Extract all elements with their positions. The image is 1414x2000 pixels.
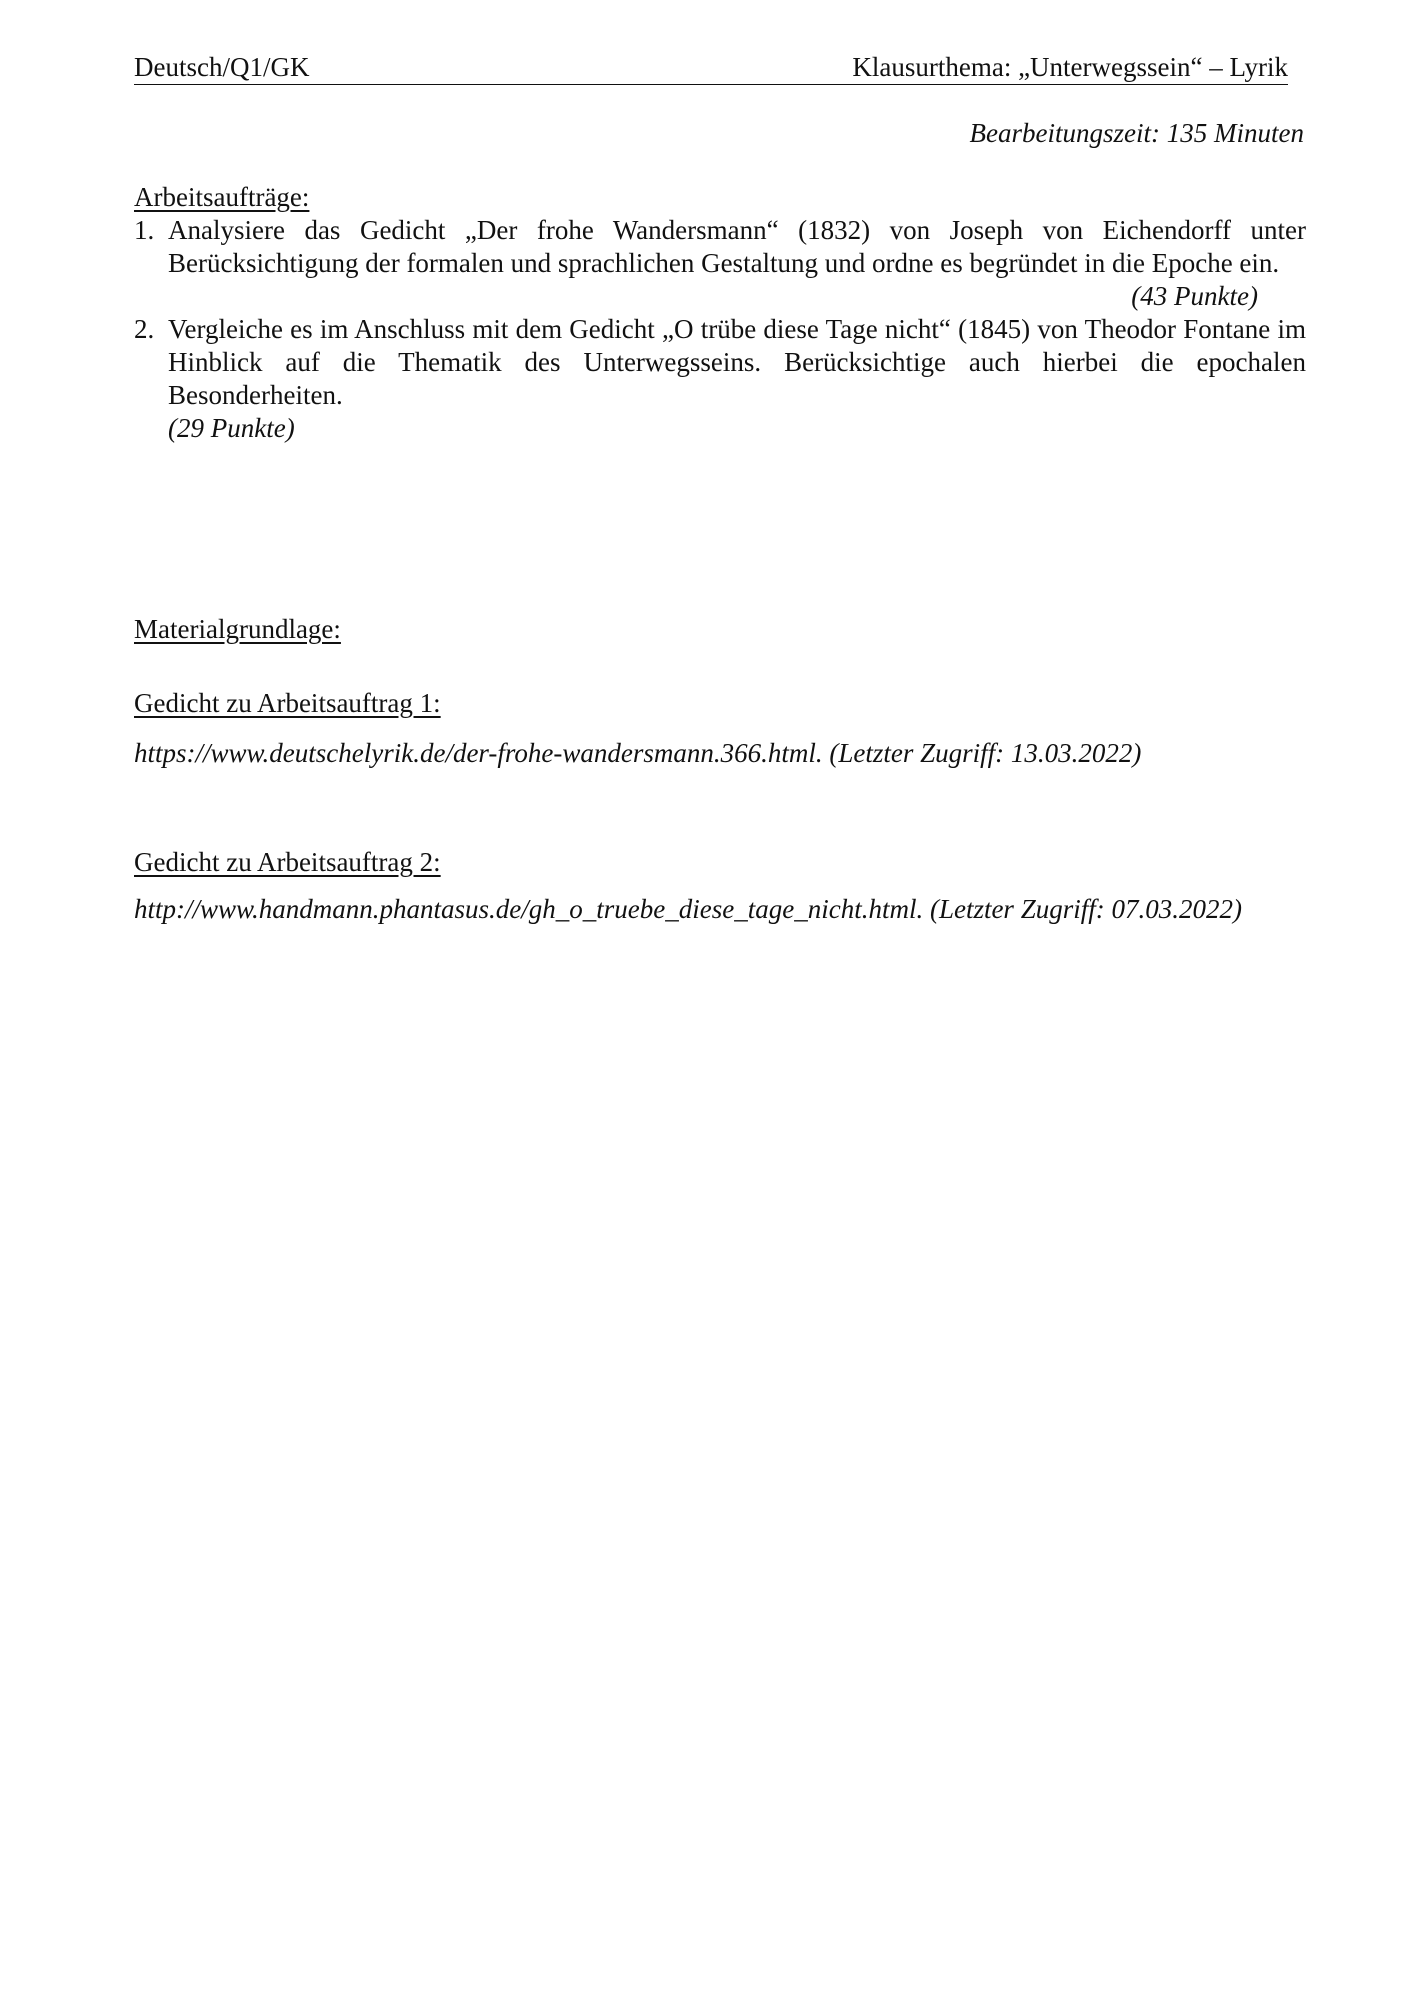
material-heading: Materialgrundlage: <box>134 614 341 644</box>
task-text: Vergleiche es im Anschluss mit dem Gedicht „O trübe diese Tage nicht“ (1845) von Theodor Fontane im Hinblick auf die Thematik des Unterwegsseins. Berücksichtige auch hierbei die epochalen Besonderheiten. <box>168 314 1306 410</box>
task-list <box>134 214 1306 445</box>
task-points: (43 Punkte) <box>1131 281 1258 311</box>
material-label-2: Gedicht zu Arbeitsauftrag 2: <box>134 847 441 877</box>
material-source-2: http://www.handmann.phantasus.de/gh_o_truebe_diese_tage_nicht.html. (Letzter Zugriff: 07.03.2022) <box>134 894 1242 924</box>
material-label-1: Gedicht zu Arbeitsauftrag 1: <box>134 688 441 718</box>
page-header <box>134 50 1288 85</box>
header-exam-topic: Klausurthema: „Unterwegssein“ – Lyrik <box>852 52 1288 82</box>
task-item-2 <box>134 313 1306 445</box>
task-number: 2. <box>134 314 155 344</box>
task-text: Analysiere das Gedicht „Der frohe Wandersmann“ (1832) von Joseph von Eichendorff unter Berücksichtigung der formalen und sprachlichen Gestaltung und ordne es begründet in die Epoche ein. <box>168 215 1306 278</box>
task-item-1 <box>134 214 1306 311</box>
time-limit: Bearbeitungszeit: 135 Minuten <box>969 118 1304 148</box>
task-number: 1. <box>134 215 155 245</box>
header-course: Deutsch/Q1/GK <box>134 52 310 82</box>
tasks-heading: Arbeitsaufträge: <box>134 182 310 212</box>
material-source-1: https://www.deutschelyrik.de/der-frohe-wandersmann.366.html. (Letzter Zugriff: 13.03.2022) <box>134 738 1142 768</box>
task-points: (29 Punkte) <box>168 413 295 443</box>
